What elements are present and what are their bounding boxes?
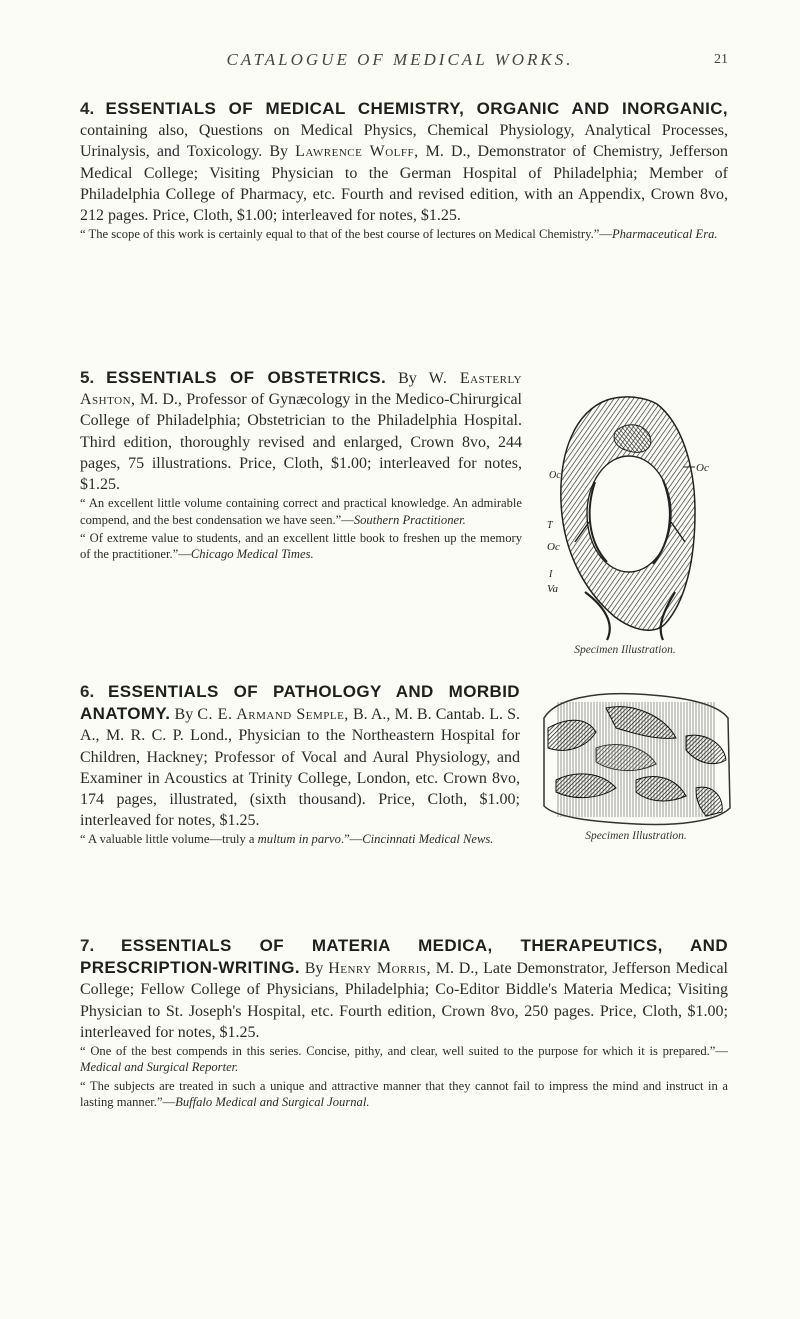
entry-description xyxy=(80,98,728,226)
catalogue-entry-4 xyxy=(80,98,728,243)
pelvis-engraving xyxy=(545,392,709,642)
obstetrics-illustration xyxy=(545,392,709,656)
page-number: 21 xyxy=(714,52,728,67)
figure-label-oc-right: Oc xyxy=(696,462,709,474)
running-head xyxy=(0,50,800,80)
entry-author: C. E. Armand Semple, xyxy=(197,706,349,724)
figure-label-oc-left: Oc xyxy=(547,541,560,553)
entry-number: 6. xyxy=(80,682,95,701)
running-head-title: CATALOGUE OF MEDICAL WORKS. xyxy=(226,50,574,69)
entry-text-a: By xyxy=(386,370,429,387)
entry-text-a: By xyxy=(170,706,198,724)
entry-number: 7. xyxy=(80,936,95,955)
entry-heading: ESSENTIALS OF MATERIA MEDICA, THERAPEUTICS, AND PRESCRIPTION-WRITING. xyxy=(80,936,728,978)
entry-text-b: M. D., Professor of Gynæcology in the Medico-Chirurgical College of Philadelphia; Obstetrician to the Philadelphia Hospital. Third edition, thoroughly revised and enlarged, Crown 8vo, 244 pages, 75 illustrations. Price, Cloth, $1.00; interleaved for notes, $1.25. xyxy=(80,391,522,494)
review-quote: “ One of the best compends in this series. Concise, pithy, and clear, well suited to the purpose for which it is prepared.”—Medical and Surgical Reporter. xyxy=(80,1044,728,1075)
entry-description xyxy=(80,681,520,831)
entry-text-b: B. A., M. B. Cantab. L. S. A., M. R. C. P. Lond., Physician to the Northeastern Hospital for Children, Hackney; Professor of Vocal and Aural Physiology, and Examiner in Acoustics at Trinity College, London, etc. Crown 8vo, 174 pages, illustrated, (sixth thousand). Price, Cloth, $1.00; interleaved for notes, $1.25. xyxy=(80,706,521,830)
review-source: Cincinnati Medical News. xyxy=(362,832,494,847)
entry-text-a: By xyxy=(299,960,329,978)
entry-heading: ESSENTIALS OF OBSTETRICS. xyxy=(106,368,387,387)
review-source: Pharmaceutical Era. xyxy=(611,227,718,242)
entry-description xyxy=(80,935,728,1043)
entry-number: 5. xyxy=(80,368,95,387)
review-source: Chicago Medical Times. xyxy=(190,547,314,562)
review-source: Buffalo Medical and Surgical Journal. xyxy=(175,1095,370,1110)
entry-heading: ESSENTIALS OF MEDICAL CHEMISTRY, ORGANIC AND INORGANIC, xyxy=(105,99,728,118)
review-quote: “ The scope of this work is certainly equal to that of the best course of lectures on Medical Chemistry.”—Pharmaceutical Era. xyxy=(80,227,718,242)
entry-text-b: M. D., Late Demonstrator, Jefferson Medical College; Fellow College of Physicians, Philadelphia; Co-Editor Biddle's Materia Medica; Visiting Physician to St. Joseph's Hospital, etc. Fourth edition, Crown 8vo, 250 pages. Price, Cloth, $1.00; interleaved for notes, $1.25. xyxy=(80,960,728,1041)
figure-label-t: T xyxy=(547,520,553,531)
figure-label-va: Va xyxy=(547,583,558,595)
figure-caption: Specimen Illustration. xyxy=(585,830,687,842)
review-quote: “ An excellent little volume containing correct and practical knowledge. An admirable compend, and the best condensation we have seen.”—Southern Practitioner. xyxy=(80,496,522,527)
entry-author: W. Easterly Ashton, xyxy=(80,370,523,409)
review-source: Medical and Surgical Reporter. xyxy=(80,1060,239,1075)
entry-number: 4. xyxy=(80,99,95,118)
entry-text-a: containing also, Questions on Medical Physics, Chemical Physiology, Analytical Processes, Urinalysis, and Toxicology. By xyxy=(80,122,728,161)
figure-label-i: I xyxy=(549,569,553,580)
review-quote: “ The subjects are treated in such a unique and attractive manner that they cannot fail to impress the mind and instruct in a lasting manner.”—Buffalo Medical and Surgical Journal. xyxy=(80,1078,728,1110)
review-quote: “ A valuable little volume—truly a multum in parvo.”—Cincinnati Medical News. xyxy=(80,832,494,847)
pathology-illustration xyxy=(536,688,736,842)
entry-text-b: M. D., Demonstrator of Chemistry, Jefferson Medical College; Visiting Physician to the German Hospital of Philadelphia; Member of Philadelphia College of Pharmacy, etc. Fourth and revised edition, with an Appendix, Crown 8vo, 212 pages. Price, Cloth, $1.00; interleaved for notes, $1.25. xyxy=(80,143,728,225)
review-quote: “ Of extreme value to students, and an excellent little book to freshen up the memory of the practitioner.”—Chicago Medical Times. xyxy=(80,531,522,562)
figure-caption: Specimen Illustration. xyxy=(574,644,676,656)
review-source: Southern Practitioner. xyxy=(353,512,466,527)
entry-description xyxy=(80,367,522,495)
tissue-engraving xyxy=(536,688,736,828)
catalogue-entry-7 xyxy=(80,935,728,1111)
figure-label-oc-top: Oc xyxy=(549,470,561,481)
entry-author: Henry Morris, xyxy=(328,960,431,978)
entry-heading: ESSENTIALS OF PATHOLOGY AND MORBID ANATOMY. xyxy=(80,682,520,724)
entry-author: Lawrence Wolff, xyxy=(295,143,419,161)
